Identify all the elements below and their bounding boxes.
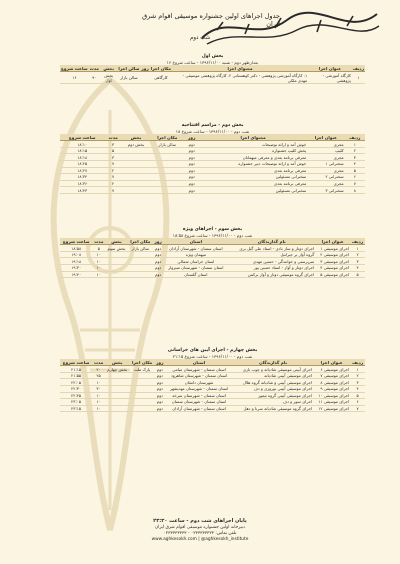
- table-cell: اجرای دوتار و ساز بادی - استاد علی گیل بری: [228, 245, 315, 252]
- table-row: [60, 141, 365, 148]
- column-header: مدت: [104, 134, 121, 141]
- table-cell: بخش چهارم: [105, 366, 130, 373]
- column-header: روز: [154, 238, 162, 244]
- table-cell: بخش دوم: [122, 141, 150, 148]
- session-meta: شب دوم - ۱۳۹۶/۱۱/۰۰ - ساعت شروع ۱۸:۵۸: [172, 233, 253, 238]
- table-cell: [122, 167, 150, 174]
- table-cell: ۱: [345, 141, 365, 148]
- table-cell: دوم: [184, 187, 199, 194]
- table-cell: دوم: [155, 366, 166, 373]
- column-header: عنوان اجرا: [308, 65, 352, 72]
- column-header: ساعت شروع: [60, 359, 92, 366]
- table-cell: ۴: [350, 264, 365, 271]
- table-cell: دوم: [155, 405, 166, 412]
- table-cell: دوم: [155, 372, 166, 379]
- table-cell: ۲۲:۰۵: [60, 379, 92, 386]
- table-cell: اجرای موسیقی ۷: [313, 372, 350, 379]
- table-row: [60, 72, 365, 84]
- table-cell: ۱۰: [92, 379, 105, 386]
- table-cell: میهمان ویژه: [163, 251, 228, 258]
- column-header: بخش: [105, 238, 128, 245]
- table-cell: [150, 160, 184, 167]
- table-cell: شهرستان دامغان: [165, 379, 233, 386]
- table-row: [60, 147, 365, 154]
- table-cell: ۱۸:۳۶: [60, 180, 104, 187]
- table-cell: ۱: [352, 72, 365, 84]
- column-header: مدت: [94, 238, 104, 244]
- table-cell: ۱۰: [92, 392, 105, 399]
- column-header: روز: [141, 65, 149, 71]
- table-cell: ۲: [350, 251, 365, 258]
- table-row: [60, 366, 365, 373]
- column-header: مکان اجرا: [150, 134, 184, 141]
- table-cell: ۴: [345, 160, 365, 167]
- table-cell: دوم: [184, 167, 199, 174]
- table-cell: اجرای موسیقی ۳: [315, 258, 350, 265]
- table-cell: [105, 385, 130, 392]
- table-row: [60, 174, 365, 181]
- table-cell: [150, 154, 184, 161]
- table-cell: ۳: [345, 154, 365, 161]
- table-cell: ۱۸:۱۵: [60, 147, 104, 154]
- table-cell: ۱. کارگاه آموزشی پژوهشی - دکتر کوهستانی ۲. کارگاه پژوهشی موسیقی - مهدی ملکی: [172, 72, 308, 84]
- table-cell: سالن بازار: [117, 72, 140, 84]
- table-cell: سالن بازار: [128, 245, 153, 252]
- table-cell: دوم: [153, 258, 164, 265]
- table-cell: ۱۸:۳۴: [60, 174, 104, 181]
- column-header: ردیف: [345, 134, 365, 141]
- session-title: بخش اول: [201, 54, 224, 59]
- table-cell: ۱۶: [60, 72, 89, 84]
- table-cell: ۱۸:۲۷: [60, 167, 104, 174]
- table-cell: اجرای موسیقی آیینی و شادیانه گروه هلال: [233, 379, 313, 386]
- table-cell: ۳: [350, 258, 365, 265]
- column-header: بخش: [122, 134, 150, 141]
- table-cell: ۵: [345, 167, 365, 174]
- table-cell: [122, 154, 150, 161]
- table-cell: [105, 392, 130, 399]
- table-cell: خوش آمد و ارائه توضیحات: [199, 141, 307, 148]
- table-cell: ۲۳:۱۵: [60, 405, 92, 412]
- column-header: بخش: [100, 65, 118, 72]
- table-cell: بخش اول: [100, 72, 118, 84]
- column-header: ردیف: [352, 65, 364, 71]
- column-header: ردیف: [352, 359, 364, 365]
- table-cell: [150, 147, 184, 154]
- table-cell: مجری: [307, 141, 344, 148]
- table-cell: اجرای گروه موسیقی شادیانه سرنا و دهل: [233, 405, 313, 412]
- table-cell: ۱۰: [92, 399, 105, 406]
- table-cell: [150, 180, 184, 187]
- table-cell: ۱۰: [92, 405, 105, 412]
- table-row: [60, 251, 365, 258]
- table-cell: دوم: [184, 180, 199, 187]
- table-cell: ۴: [350, 385, 365, 392]
- table-cell: اجرای موسیقی ۱۰: [313, 392, 350, 399]
- column-header: مکان اجرا: [150, 65, 171, 71]
- session-2-table: [60, 134, 365, 194]
- column-header: مکان اجرا: [130, 359, 155, 366]
- table-cell: پخش کلیپ جشنواره: [199, 147, 307, 154]
- table-cell: ۳: [104, 141, 121, 148]
- table-cell: [130, 405, 155, 412]
- column-header: استان: [163, 238, 228, 245]
- column-header: ساعت شروع: [60, 238, 92, 245]
- session-3: [60, 227, 365, 278]
- table-cell: سخنرانی ۳: [307, 187, 344, 194]
- session-4: [60, 348, 365, 412]
- table-cell: مجری: [307, 154, 344, 161]
- table-row: [60, 271, 365, 278]
- table-cell: [130, 385, 155, 392]
- column-header: استان: [165, 359, 233, 366]
- column-header: عنوان اجرا: [307, 134, 344, 141]
- table-row: [60, 399, 365, 406]
- table-cell: ۳: [104, 154, 121, 161]
- table-cell: ۲۵: [92, 372, 105, 379]
- column-header: ساعت شروع: [61, 65, 88, 71]
- session-title: بخش سوم - اجراهای ویژه: [182, 227, 243, 232]
- column-header: ساعت شروع: [60, 134, 104, 141]
- table-cell: اجرای موسیقی آیینی نوروزی و دف: [233, 385, 313, 392]
- table-cell: اجرای موسیقی ۱۲: [313, 405, 350, 412]
- table-cell: ۷: [350, 405, 365, 412]
- table-cell: استان سمنان - شهرستان میامی: [165, 366, 233, 373]
- table-cell: پارک ملت: [130, 366, 155, 373]
- table-cell: ۱۹:۰۸: [60, 251, 92, 258]
- table-cell: [105, 405, 130, 412]
- table-cell: [150, 167, 184, 174]
- session-title: بخش چهارم - اجرای آیین های خراسانی: [167, 348, 258, 353]
- table-cell: ۷: [104, 174, 121, 181]
- table-cell: مجری: [307, 167, 344, 174]
- table-cell: سخنرانی مسئولین: [199, 174, 307, 181]
- table-cell: ۲: [104, 180, 121, 187]
- session-meta: بعدازظهر دوم - شنبه ۱۳۹۶/۱۱/۰۰ - ساعت شروع ۱۶: [166, 60, 259, 65]
- footer-website-link[interactable]: www.aghkesokh.com | @aghkesokh_institute: [151, 537, 249, 542]
- table-cell: دوم: [184, 141, 199, 148]
- column-header: محتوای اجرا: [199, 134, 307, 141]
- table-cell: ۱۹:۱۸: [60, 258, 92, 265]
- table-cell: استان سمنان - شهرستان سمنان: [165, 399, 233, 406]
- page-title: جدول اجراهای اولین جشنواره موسیقی اقوام شرق ایران: [142, 12, 280, 28]
- table-cell: استان سمنان - شهرستان سرخه: [165, 392, 233, 399]
- column-header: عنوان اجرا: [315, 238, 350, 245]
- table-row: [60, 392, 365, 399]
- table-cell: ۲۱:۵۵: [60, 372, 92, 379]
- table-cell: معرفی برنامه بعدی: [199, 167, 307, 174]
- table-cell: اجرای موسیقی ۲: [315, 251, 350, 258]
- table-row: [60, 160, 365, 167]
- table-cell: ۲: [345, 147, 365, 154]
- table-cell: اجرای موسیقی ۸: [313, 379, 350, 386]
- table-cell: ۱۸:۵۸: [60, 245, 92, 252]
- table-cell: ۲۰: [92, 366, 105, 373]
- table-cell: ۵: [350, 392, 365, 399]
- table-cell: [128, 251, 153, 258]
- table-cell: دوم: [184, 147, 199, 154]
- table-cell: ۶: [350, 399, 365, 406]
- table-cell: سخنرانی مسئولین: [199, 187, 307, 194]
- table-cell: [105, 264, 128, 271]
- table-cell: ۲۲:۴۵: [60, 392, 92, 399]
- table-cell: [130, 392, 155, 399]
- table-cell: ۲۱:۱۵: [60, 366, 92, 373]
- session-meta: شب دوم - ۱۳۹۶/۱۱/۰۰ - ساعت شروع ۱۸: [175, 129, 250, 134]
- table-cell: ۷: [104, 160, 121, 167]
- table-cell: ۵: [92, 245, 105, 252]
- table-cell: ۱۸:۱۰: [60, 141, 104, 148]
- table-row: [60, 154, 365, 161]
- table-cell: استان سمنان - شهرستان شاهرود: [165, 372, 233, 379]
- session-meta: شب دوم - ۱۳۹۶/۱۱/۰۰ - ساعت شروع ۲۱:۱۵: [172, 354, 253, 359]
- table-cell: اجرای آیینی موسیقی شادیانه و چوب بازی: [233, 366, 313, 373]
- session-3-table: [60, 238, 365, 278]
- column-header: محتوای اجرا: [172, 65, 308, 72]
- column-header: نام گذارندگان: [228, 238, 315, 245]
- table-cell: اجرای دوتار و آواز - استاد حسین پور: [228, 264, 315, 271]
- table-cell: استان سمنان - شهرستان سبزوار: [163, 264, 228, 271]
- table-cell: دوم: [155, 385, 166, 392]
- table-cell: [128, 258, 153, 265]
- column-header: مدت: [89, 65, 99, 71]
- session-2: [60, 123, 365, 194]
- table-cell: کلیپ: [307, 147, 344, 154]
- table-cell: ۱۰: [92, 258, 105, 265]
- table-cell: ۱: [350, 245, 365, 252]
- page-subtitle: شب دوم: [190, 35, 211, 41]
- table-cell: [105, 372, 130, 379]
- session-title: بخش دوم - مراسم افتتاحیه: [181, 123, 244, 128]
- table-cell: [105, 399, 130, 406]
- table-cell: استان خراسان شمالی: [163, 258, 228, 265]
- session-1: [60, 54, 365, 84]
- column-header: نام گذارندگان: [233, 359, 313, 366]
- session-1-table: [60, 65, 365, 84]
- column-header: بخش: [105, 359, 130, 366]
- table-cell: دوم: [153, 251, 164, 258]
- table-cell: ۱۰: [92, 271, 105, 278]
- table-row: [60, 245, 365, 252]
- table-cell: معرفی برنامه بعدی: [199, 180, 307, 187]
- table-cell: معرفی برنامه بعدی و معرفی میهمانان: [199, 154, 307, 161]
- table-cell: استان سمنان - شهرستان آزادان: [163, 245, 228, 252]
- table-cell: دوم: [153, 271, 164, 278]
- table-cell: استان سمنان - شهرستان آرادان: [165, 405, 233, 412]
- table-cell: [130, 379, 155, 386]
- table-cell: ۱۰: [92, 264, 105, 271]
- table-row: [60, 258, 365, 265]
- table-cell: دوم: [184, 154, 199, 161]
- table-cell: اجرای تنبور و دف: [233, 399, 313, 406]
- table-cell: [150, 187, 184, 194]
- table-cell: [122, 187, 150, 194]
- table-cell: [122, 160, 150, 167]
- column-header: روز: [156, 359, 164, 365]
- footer: [0, 518, 400, 543]
- table-cell: سرپرستی و خوانندگی - حسین مهدی: [228, 258, 315, 265]
- table-cell: ۵: [350, 271, 365, 278]
- table-cell: [128, 271, 153, 278]
- table-cell: سالن بازار: [150, 141, 184, 148]
- table-cell: اجرای موسیقی ۱۱: [313, 399, 350, 406]
- table-cell: [122, 147, 150, 154]
- table-cell: دوم: [184, 160, 199, 167]
- column-header: روز: [184, 134, 199, 141]
- column-header: مدت: [93, 359, 104, 365]
- table-cell: ۱۹:۴۰: [60, 271, 92, 278]
- table-cell: گروه آواز بر جیرانیل: [228, 251, 315, 258]
- table-row: [60, 167, 365, 174]
- table-cell: اجرای موسیقی ۱: [315, 245, 350, 252]
- table-cell: [140, 72, 149, 84]
- table-cell: اجرای موسیقی آیینی شادیانه: [233, 372, 313, 379]
- table-row: [60, 187, 365, 194]
- column-header: ردیف: [352, 238, 364, 244]
- table-cell: ۶: [345, 174, 365, 181]
- table-cell: ۳۰: [92, 385, 105, 392]
- table-cell: دوم: [155, 392, 166, 399]
- table-cell: [130, 399, 155, 406]
- table-cell: ۷: [104, 187, 121, 194]
- column-header: سالن اجرا: [118, 65, 140, 71]
- table-cell: مجری: [307, 180, 344, 187]
- table-cell: ۲: [350, 372, 365, 379]
- table-cell: [130, 372, 155, 379]
- table-cell: اجرای گروه موسیقی دوتار و آواز ترکمن: [228, 271, 315, 278]
- table-cell: اجرای موسیقی ۴: [315, 264, 350, 271]
- table-cell: [128, 264, 153, 271]
- table-cell: استان گلستان: [163, 271, 228, 278]
- table-cell: ۱۸:۲۵: [60, 160, 104, 167]
- table-cell: دوم: [153, 264, 164, 271]
- table-row: [60, 379, 365, 386]
- table-cell: ۲: [104, 167, 121, 174]
- table-cell: اجرای موسیقی آیینی گروه تیمور: [233, 392, 313, 399]
- table-cell: [150, 174, 184, 181]
- table-cell: [122, 180, 150, 187]
- table-cell: دوم: [184, 174, 199, 181]
- footer-phone: تلفن تماس: ۰۲۳۳۳۳۳۳۳۳ - ۰۲۳۳۳۳۳۳۳۳: [163, 531, 237, 536]
- table-cell: [105, 251, 128, 258]
- table-cell: اجرای موسیقی ۹: [313, 385, 350, 392]
- table-cell: خوش آمد و ارائه توضیحات دبیر جشنواره: [199, 160, 307, 167]
- table-cell: سخنرانی ۲: [307, 174, 344, 181]
- table-cell: ۱۸:۴۳: [60, 187, 104, 194]
- table-cell: ۱۹:۳۰: [60, 264, 92, 271]
- table-cell: بخش سوم: [105, 245, 128, 252]
- table-row: [60, 405, 365, 412]
- footer-closing: پایان اجراهای شب دوم - ساعت ۲۳:۳۰: [153, 518, 247, 524]
- header: [0, 4, 400, 52]
- table-cell: دوم: [155, 399, 166, 406]
- table-row: [60, 264, 365, 271]
- table-cell: ۳: [350, 379, 365, 386]
- table-row: [60, 180, 365, 187]
- column-header: مکان اجرا: [128, 238, 153, 245]
- table-cell: ۱۸:۱۸: [60, 154, 104, 161]
- table-cell: ۱: [350, 366, 365, 373]
- table-cell: ۹۰: [89, 72, 100, 84]
- table-cell: ۷: [345, 180, 365, 187]
- table-cell: ۸: [345, 187, 365, 194]
- table-cell: ۲۳:۰۵: [60, 399, 92, 406]
- table-row: [60, 385, 365, 392]
- table-cell: کارگاهی: [150, 72, 172, 84]
- table-cell: سخنرانی ۱: [307, 160, 344, 167]
- session-4-table: [60, 359, 365, 412]
- table-cell: ۵: [104, 147, 121, 154]
- table-row: [60, 372, 365, 379]
- table-cell: دوم: [155, 379, 166, 386]
- table-cell: [122, 174, 150, 181]
- table-cell: ۱۰: [92, 251, 105, 258]
- table-cell: اجرای موسیقی ۵: [315, 271, 350, 278]
- table-cell: ۲۲:۳۰: [60, 385, 92, 392]
- table-cell: استان سمنان - شهرستان مهدیشهر: [165, 385, 233, 392]
- table-cell: اجرای موسیقی ۶: [313, 366, 350, 373]
- table-cell: [105, 258, 128, 265]
- table-cell: [105, 271, 128, 278]
- table-cell: کارگاه آموزشی - پژوهشی: [308, 72, 352, 84]
- column-header: عنوان اجرا: [313, 359, 350, 366]
- footer-secretariat: دبیرخانه اولین جشنواره موسیقی اقوام شرق ایران: [154, 525, 246, 530]
- table-cell: دوم: [153, 245, 164, 252]
- table-cell: [105, 379, 130, 386]
